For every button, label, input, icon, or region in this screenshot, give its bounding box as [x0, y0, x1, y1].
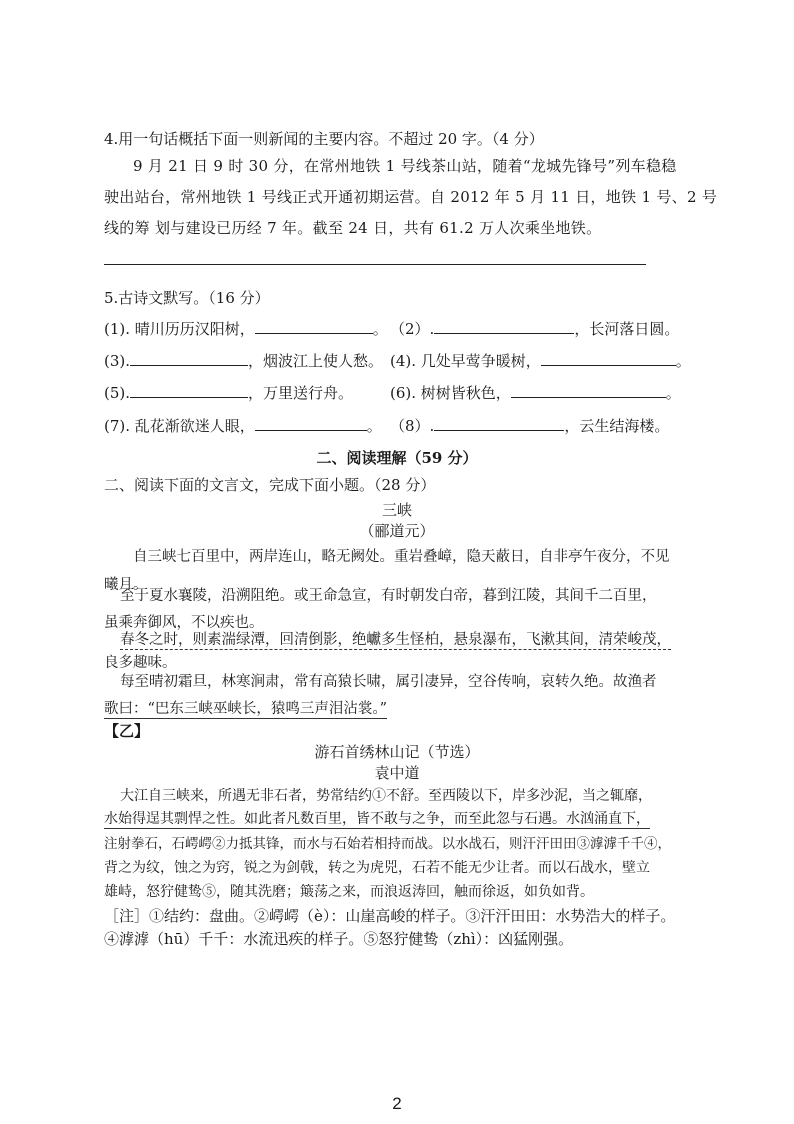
yi-line-1: 大江自三峡来，所遇无非石者，势常结约①不舒。至西陵以下，岸多沙泥，当之辄靡，: [120, 788, 652, 804]
jia-line-7: 每至晴初霜旦，林寒涧肃，常有高猿长啸，属引凄异，空谷传响，哀转久绝。故渔者: [120, 674, 657, 690]
q5-item-6: [390, 382, 681, 403]
q5-item-7: [104, 415, 382, 436]
q5-item-4-end: 。: [675, 352, 691, 370]
q5-item-5-text: (5).: [104, 384, 131, 402]
q5-item-3-end: ，烟波江上使人愁。: [248, 352, 384, 370]
q5-blank-1[interactable]: [255, 319, 373, 334]
q5-blank-3[interactable]: [130, 351, 248, 366]
q5-item-1-end: 。: [372, 320, 388, 338]
notes-line-2: ④滹滹（hū）千千：水流迅疾的样子。⑤怒狞健鸷（zhì）：凶猛刚强。: [104, 930, 574, 948]
q5-item-6-text: (6). 树树皆秋色，: [390, 384, 511, 402]
q5-item-4-text: (4). 几处早莺争暖树，: [390, 352, 541, 370]
q5-item-8-end: ，云生结海楼。: [564, 417, 670, 435]
jia-line-5-text: 春冬之时，则素湍绿潭，回清倒影，绝巘多生怪柏，悬泉瀑布，飞漱其间，清荣峻茂，: [120, 632, 671, 648]
jia-line-1: 自三峡七百里中，两岸连山，略无阙处。重岩叠嶂，隐天蔽日，自非亭午夜分，不见: [133, 549, 670, 565]
jia-line-5: [120, 628, 671, 649]
q5-item-7-text: (7). 乱花渐欲迷人眼，: [104, 417, 255, 435]
q5-item-8-text: （8）.: [390, 417, 435, 435]
jia-line-2: 曦月。: [104, 577, 148, 593]
q5-item-3-text: (3).: [104, 352, 131, 370]
yi-title: 游石首绣林山记（节选）: [314, 743, 480, 761]
section-intro: 二、阅读下面的文言文，完成下面小题。（28 分）: [104, 476, 436, 494]
jia-author: （郦道元）: [359, 522, 435, 540]
q5-item-1: [104, 318, 388, 339]
q5-blank-6[interactable]: [511, 383, 666, 398]
q5-item-2: [390, 318, 679, 339]
q5-item-4: [390, 350, 691, 371]
q5-prompt: 5.古诗文默写。（16 分）: [104, 289, 270, 307]
jia-line-6: 良多趣味。: [104, 655, 177, 671]
q4-news-line-2: 驶出站台，常州地铁 1 号线正式开通初期运营。自 2012 年 5 月 11 日，地铁 1 号、2 号: [104, 188, 718, 206]
yi-line-2: [104, 808, 650, 828]
q5-item-6-end: 。: [665, 384, 681, 402]
jia-line-8: [104, 697, 387, 718]
notes-line-1: ［注］①结约：盘曲。②崿崿（è）：山崖高峻的样子。③汗汗田田：水势浩大的样子。: [104, 907, 676, 925]
q5-item-3: [104, 350, 383, 371]
q5-blank-4[interactable]: [541, 351, 676, 366]
yi-line-5: 雄峙，怒狞健鸷⑤，随其洗磨；簸荡之来，而浪返涛回，触而徐返，如负如背。: [104, 884, 594, 900]
q5-item-1-text: (1). 晴川历历汉阳树，: [104, 320, 255, 338]
q5-blank-5[interactable]: [130, 383, 248, 398]
q4-news-line-3: 线的筹 划与建设已历经 7 年。截至 24 日，共有 61.2 万人次乘坐地铁。: [104, 219, 602, 237]
q5-blank-2[interactable]: [434, 319, 574, 334]
q5-item-2-text: （2）.: [390, 320, 435, 338]
q4-news-line-1: 9 月 21 日 9 时 30 分，在常州地铁 1 号线茶山站，随着“龙城先锋号”列车稳稳: [133, 157, 677, 175]
jia-line-3: 至于夏水襄陵，沿溯阻绝。或王命急宣，有时朝发白帝，暮到江陵，其间千二百里，: [120, 588, 657, 604]
q5-item-8: [390, 415, 669, 436]
jia-title: 三峡: [381, 501, 412, 519]
q4-prompt: 4.用一句话概括下面一则新闻的主要内容。不超过 20 字。（4 分）: [104, 130, 544, 148]
q5-item-5: [104, 382, 353, 403]
section-heading: 二、阅读理解（59 分）: [316, 449, 478, 467]
q5-blank-8[interactable]: [434, 416, 564, 431]
yi-line-3: 注射拳石，石崿崿②力抵其锋，而水与石始若相持而战。以水战石，则汗汗田田③滹滹千千④，: [104, 836, 671, 852]
q5-item-2-end: ，长河落日圆。: [574, 320, 680, 338]
yi-author: 袁中道: [374, 764, 420, 782]
q5-blank-7[interactable]: [255, 416, 367, 431]
q5-item-5-end: ，万里送行舟。: [248, 384, 354, 402]
q5-item-7-end: 。: [366, 417, 382, 435]
yi-label: 【乙】: [104, 722, 150, 740]
q4-answer-line[interactable]: [104, 264, 646, 265]
page-number: 2: [392, 1094, 402, 1113]
yi-line-2-text: 水始得逞其剽悍之性。如此者凡数百里，皆不敢与之争，而至此忽与石遇。水汹涌直下，: [104, 811, 650, 827]
jia-line-8-text: 歌曰：“巴东三峡巫峡长，猿鸣三声泪沾裳。”: [104, 701, 388, 717]
yi-line-4: 背之为纹，蚀之为窍，锐之为剑戟，转之为虎兕，石若不能无少让者。而以石战水，壁立: [104, 860, 650, 876]
jia-line-4: 虽乘奔御风，不以疾也。: [104, 615, 264, 631]
